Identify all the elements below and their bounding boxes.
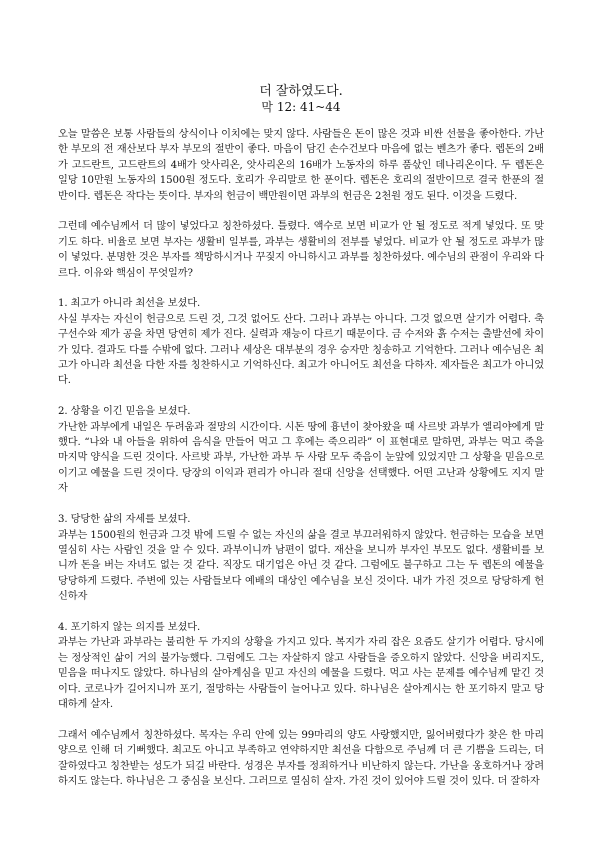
section-heading: 4. 포기하지 않는 의지를 보셨다.: [58, 621, 201, 633]
section-text: 과부는 1500원의 헌금과 그것 밖에 드릴 수 없는 자신의 삶을 결코 부끄러워하지 않았다. 헌금하는 모습을 보면 열심히 사는 사람인 것을 알 수 있다. 과부이니까 남편이 없다. 재산을 보니까 부자인 부모도 없다. 생활비를 보니까 돈을 버는 자녀도 없는 것 같다. 직장도 대기업은 아닌 것 같다. 그럼에도 불구하고 그는 두 렙돈의 예물을 당당하게 드렸다. 주변에 있는 사람들보다 예배의 대상인 예수님을 보신 것이다. 내가 가진 것으로 당당하게 헌신하자: [58, 529, 544, 603]
section-text: 과부는 가난과 과부라는 불리한 두 가지의 상황을 가지고 있다. 복지가 자리 잡은 요즘도 살기가 어렵다. 당시에는 정상적인 삶이 거의 불가능했다. 그럼에도 그는 자살하지 않고 사람들을 증오하지 않았다. 신앙을 버리지도, 믿음을 떠나지도 않았다. 하나님의 살아계심을 믿고 자신의 예물을 드렸다. 먹고 사는 문제를 예수님께 맡긴 것이다. 코로나가 길어지니까 포기, 절망하는 사람들이 늘어나고 있다. 하나님은 살아계시는 한 포기하지 말고 당대하게 살자.: [58, 637, 544, 710]
section-heading: 3. 당당한 삶의 자세를 보셨다.: [58, 514, 191, 526]
section-text: 가난한 과부에게 내일은 두려움과 절망의 시간이다. 시돈 땅에 흉년이 찾아왔을 때 사르밧 과부가 엘리야에게 말했다. “나와 내 아들을 위하여 음식을 만들어 먹고 그 후에는 죽으리라” 이 표현대로 말하면, 과부는 먹고 죽을 마지막 양식을 드린 것이다. 사르밧 과부, 가난한 과부 두 사람 모두 죽음이 눈앞에 있었지만 그 상황을 믿음으로 이기고 예물을 드린 것이다. 당장의 이익과 편리가 아니라 절대 신앙을 선택했다. 어떤 고난과 상황에도 지지 말자: [58, 421, 544, 495]
section-4: [58, 620, 544, 712]
section-2: [58, 404, 544, 496]
section-text: 사실 부자는 자신이 헌금으로 드린 것, 그것 없어도 산다. 그러나 과부는 아니다. 그것 없으면 살기가 어렵다. 축구선수와 제가 공을 차면 당연히 제가 진다. 실력과 재능이 다르기 때문이다. 금 수저와 흙 수저는 출발선에 차이가 있다. 결과도 다를 수밖에 없다. 그러나 세상은 대부분의 경우 승자만 칭송하고 기억한다. 그러나 예수님은 최고가 아니라 최선을 다한 자를 칭찬하시고 기억하신다. 최고가 아니어도 최선을 다하자. 제자들은 최고가 아니었다.: [58, 313, 544, 387]
section-1: [58, 296, 544, 388]
section-heading: 2. 상황을 이긴 믿음을 보셨다.: [58, 406, 191, 418]
paragraph-intro: [58, 127, 544, 204]
paragraph-text: 그런데 예수님께서 더 많이 넣었다고 칭찬하셨다. 틀렸다. 액수로 보면 비교가 안 될 정도로 적게 넣었다. 또 맞기도 하다. 비율로 보면 부자는 생활비 일부를, 과부는 생활비의 전부를 넣었다. 비교가 안 될 정도로 과부가 많이 넣었다. 분명한 것은 부자를 책망하시거나 꾸짖지 아니하시고 과부를 칭찬하셨다. 예수님의 관점이 우리와 다르다. 이유와 핵심이 무엇일까?: [58, 221, 544, 279]
page-title: 더 잘하였도다.: [259, 84, 343, 99]
section-heading: 1. 최고가 아니라 최선을 보셨다.: [58, 298, 201, 310]
section-3: [58, 512, 544, 604]
scripture-reference: 막 12: 41~44: [261, 100, 341, 114]
paragraph-praise: [58, 219, 544, 281]
paragraph-conclusion: [58, 728, 544, 790]
paragraph-text: 그래서 예수님께서 칭찬하셨다. 목자는 우리 안에 있는 99마리의 양도 사랑했지만, 잃어버렸다가 찾은 한 마리 양으로 인해 더 기뻐했다. 최고도 아니고 부족하고 연약하지만 최선을 다함으로 주님께 더 큰 기쁨을 드리는, 더 잘하였다고 칭찬받는 성도가 되길 바란다. 성경은 부자를 정죄하거나 비난하지 않는다. 가난을 옹호하거나 장려하지도 않는다. 하나님은 그 중심을 보신다. 그러므로 열심히 살자. 가진 것이 있어야 드릴 것이 있다. 더 잘하자: [58, 729, 544, 787]
paragraph-text: 오늘 말씀은 보통 사람들의 상식이나 이치에는 맞지 않다. 사람들은 돈이 많은 것과 비싼 선물을 좋아한다. 가난한 부모의 전 재산보다 부자 부모의 절반이 좋다. 마음이 담긴 손수건보다 마음에 없는 벤츠가 좋다. 렙돈의 2배가 고드란트, 고드란트의 4배가 앗사리온, 앗사리온의 16배가 노동자의 하루 품삯인 데나리온이다. 두 렙돈은 일당 10만원 노동자의 1500원 정도다. 호리가 우리말로 한 푼이다. 렙돈은 호리의 절반이므로 결국 한푼의 절반이다. 렙돈은 작다는 뜻이다. 부자의 헌금이 백만원이면 과부의 헌금은 2천원 정도 된다. 이것을 드렸다.: [58, 129, 544, 202]
